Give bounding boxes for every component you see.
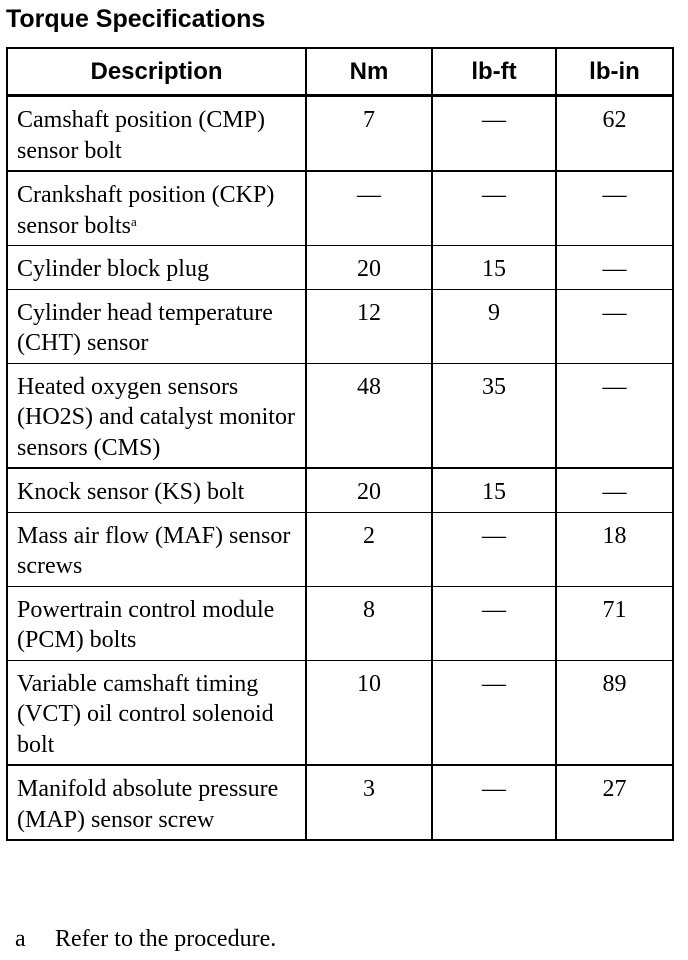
- footnote-text: Refer to the procedure.: [55, 926, 277, 952]
- lbft-cell: 15: [432, 468, 556, 512]
- description-text: Cylinder head temperature (CHT) sensor: [17, 299, 273, 356]
- description-cell: [7, 765, 306, 840]
- lbft-cell: —: [432, 660, 556, 765]
- description-cell: [7, 512, 306, 586]
- description-cell: [7, 246, 306, 290]
- table-row: [7, 289, 673, 363]
- lbft-cell: 15: [432, 246, 556, 290]
- description-text: Heated oxygen sensors (HO2S) and catalyst monitor sensors (CMS): [17, 373, 295, 461]
- lbft-cell: —: [432, 96, 556, 172]
- table-row: [7, 246, 673, 290]
- lbin-cell: —: [556, 468, 673, 512]
- table-row: [7, 765, 673, 840]
- lbin-cell: —: [556, 363, 673, 468]
- header-lb-ft: lb-ft: [432, 48, 556, 96]
- description-text: Mass air flow (MAF) sensor screws: [17, 522, 291, 579]
- description-text: Manifold absolute pressure (MAP) sensor screw: [17, 776, 279, 833]
- lbin-cell: 18: [556, 512, 673, 586]
- table-row: [7, 171, 673, 246]
- lbft-cell: —: [432, 765, 556, 840]
- lbin-cell: 71: [556, 586, 673, 660]
- torque-spec-table: [6, 47, 674, 841]
- description-text: Cylinder block plug: [17, 256, 209, 282]
- description-cell: [7, 171, 306, 246]
- footnote: [15, 922, 276, 956]
- nm-cell: 20: [306, 468, 432, 512]
- table-header-row: [7, 48, 673, 96]
- nm-cell: 48: [306, 363, 432, 468]
- description-text: Crankshaft position (CKP) sensor bolts: [17, 182, 275, 239]
- nm-cell: 10: [306, 660, 432, 765]
- lbft-cell: —: [432, 171, 556, 246]
- nm-cell: 20: [306, 246, 432, 290]
- lbft-cell: 9: [432, 289, 556, 363]
- table-row: [7, 512, 673, 586]
- footnote-marker: a: [131, 213, 137, 229]
- table-row: [7, 468, 673, 512]
- lbin-cell: —: [556, 289, 673, 363]
- table-row: [7, 586, 673, 660]
- page-title: Torque Specifications: [6, 5, 266, 33]
- description-cell: [7, 586, 306, 660]
- description-cell: [7, 289, 306, 363]
- header-lb-in: lb-in: [556, 48, 673, 96]
- description-cell: [7, 468, 306, 512]
- description-text: Knock sensor (KS) bolt: [17, 479, 245, 505]
- nm-cell: —: [306, 171, 432, 246]
- lbin-cell: 89: [556, 660, 673, 765]
- lbin-cell: 62: [556, 96, 673, 172]
- description-text: Powertrain control module (PCM) bolts: [17, 596, 275, 653]
- lbft-cell: —: [432, 512, 556, 586]
- nm-cell: 8: [306, 586, 432, 660]
- lbin-cell: —: [556, 246, 673, 290]
- lbft-cell: 35: [432, 363, 556, 468]
- header-nm: Nm: [306, 48, 432, 96]
- table-row: [7, 660, 673, 765]
- description-cell: [7, 660, 306, 765]
- description-text: Variable camshaft timing (VCT) oil control solenoid bolt: [17, 670, 274, 758]
- footnote-marker: a: [15, 926, 26, 952]
- lbin-cell: 27: [556, 765, 673, 840]
- lbft-cell: —: [432, 586, 556, 660]
- table-row: [7, 96, 673, 172]
- nm-cell: 7: [306, 96, 432, 172]
- description-cell: [7, 96, 306, 172]
- lbin-cell: —: [556, 171, 673, 246]
- table-row: [7, 363, 673, 468]
- nm-cell: 12: [306, 289, 432, 363]
- nm-cell: 2: [306, 512, 432, 586]
- description-text: Camshaft position (CMP) sensor bolt: [17, 107, 266, 164]
- nm-cell: 3: [306, 765, 432, 840]
- header-description: Description: [7, 48, 306, 96]
- description-cell: [7, 363, 306, 468]
